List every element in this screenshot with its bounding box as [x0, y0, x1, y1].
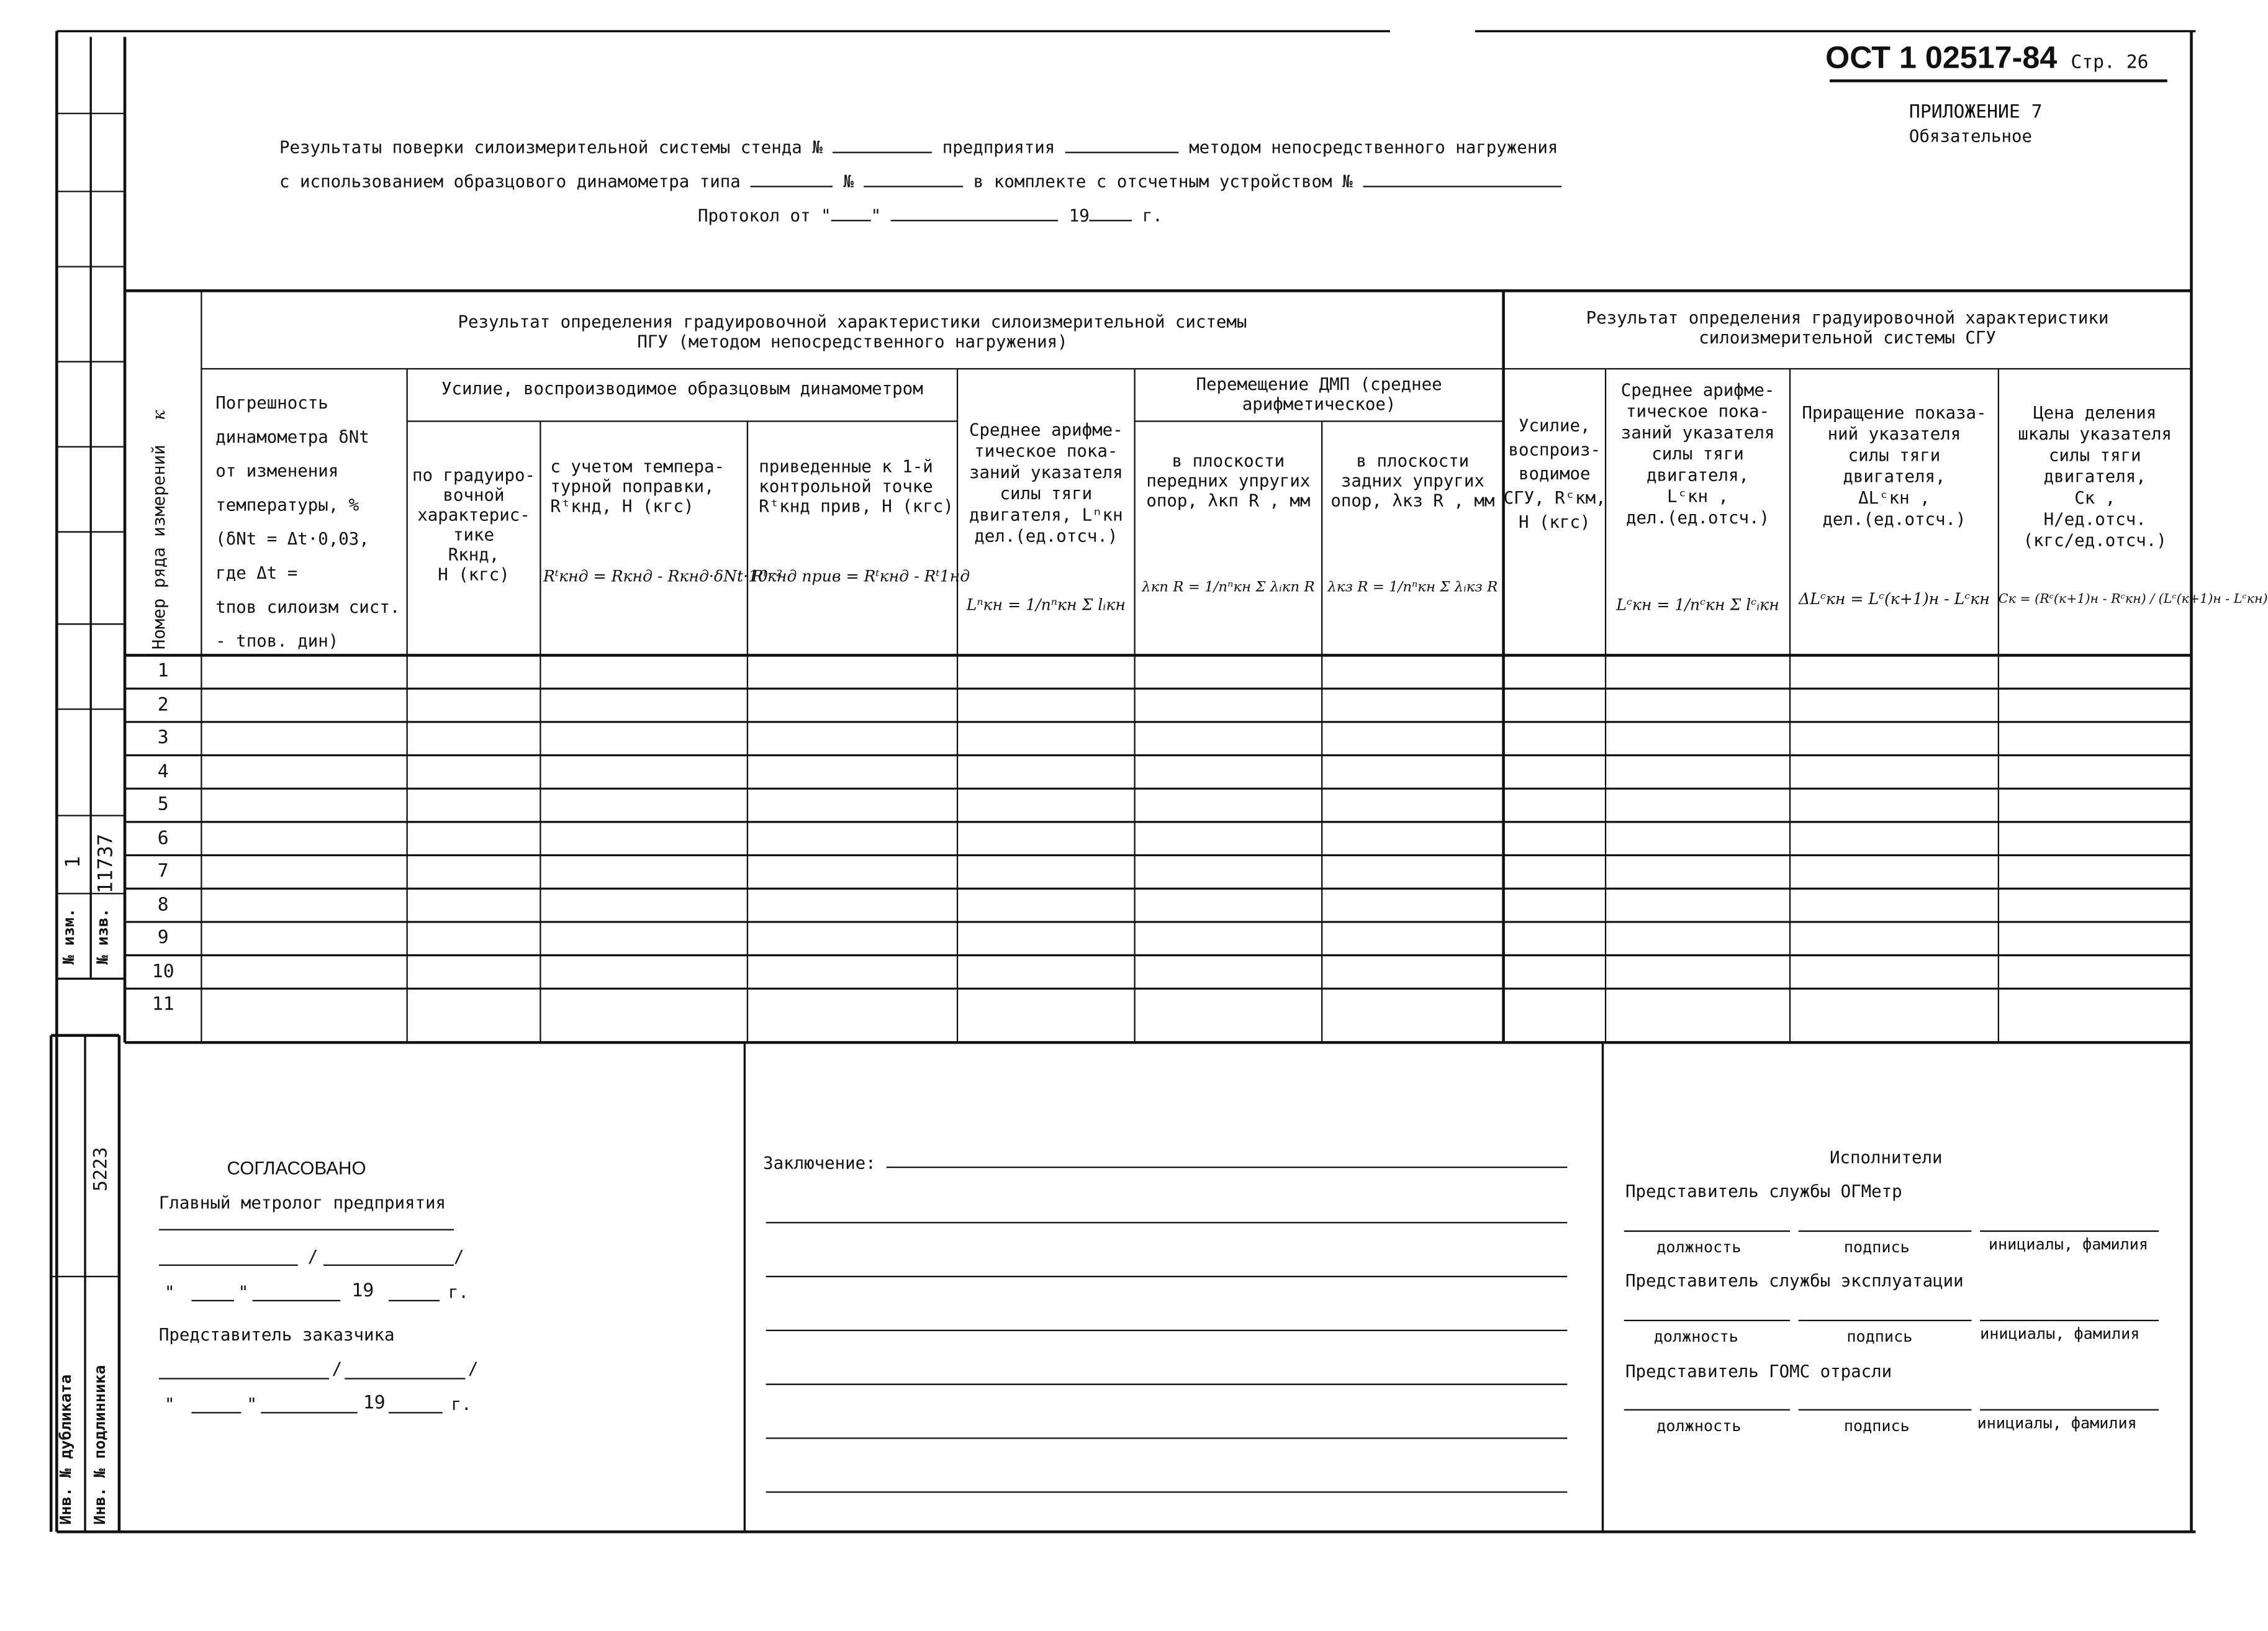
- protocol-year-suffix: г.: [1142, 206, 1163, 226]
- chief-slash: /: [307, 1247, 319, 1267]
- dmp-group-header-line-2: арифметическое): [1242, 394, 1396, 415]
- col-sgu-mean-header: [1606, 380, 1790, 529]
- col-force-temp-header-line-2: турной поправки,: [550, 476, 715, 497]
- col-mean-header: [957, 420, 1135, 548]
- row-number: 10: [151, 960, 174, 983]
- row-number: 7: [157, 861, 169, 882]
- col-increment-header-line-1: Приращение показа-: [1802, 402, 1987, 423]
- row-number: 11: [151, 994, 174, 1016]
- chief-year-suffix: г.: [448, 1282, 469, 1303]
- row-number-header: [149, 394, 169, 649]
- customer-quote-close: ": [246, 1394, 258, 1414]
- col-force-grad-header-line-2: вочной: [443, 485, 505, 505]
- col-increment-formula: ΔLᶜкн = Lᶜ(к+1)н - Lᶜкн: [1799, 590, 1990, 609]
- col-dmp-front-header-line-2: передних упругих: [1146, 471, 1311, 491]
- col-sgu-mean-formula: Lᶜкн = 1/nᶜкн Σ lᶜᵢкн: [1616, 595, 1779, 615]
- rep-ogmetr-label: Представитель службы ОГМетр: [1625, 1181, 1902, 1201]
- col-force-temp-header: [550, 457, 725, 517]
- col-error-header-line-5: (δNt = Δt·0,03,: [215, 529, 369, 549]
- col-division-header-line-5: Cк ,: [2074, 487, 2116, 508]
- intro-text-1c: методом непосредственного нагружения: [1189, 137, 1558, 158]
- original-inventory-label: Инв. № подлинника: [91, 1365, 109, 1525]
- col-force-grad-header-line-3: характерис-: [417, 505, 530, 525]
- inventory-value: 5223: [91, 1147, 112, 1191]
- col-increment-header: [1790, 403, 1999, 531]
- col-mean-header-line-1: Среднее арифме-: [969, 420, 1123, 440]
- col-sgu-mean-header-line-3: заний указателя: [1620, 422, 1775, 443]
- intro-text-2a: с использованием образцового динамометра типа: [279, 171, 741, 192]
- col-sgu-force-header-line-3: водимое: [1519, 464, 1591, 484]
- chief-year-prefix: 19: [351, 1280, 374, 1303]
- col-sgu-mean-header-line-7: дел.(ед.отсч.): [1626, 507, 1770, 528]
- sgu-title-line-1: Результат определения градуировочной характеристики: [1586, 307, 2109, 328]
- rep-goms-label: Представитель ГОМС отрасли: [1625, 1362, 1892, 1382]
- col-division-header-line-6: Н/ед.отсч.: [2043, 509, 2146, 530]
- col-sgu-mean-header-line-2: тическое пока-: [1626, 401, 1770, 422]
- col-sgu-mean-header-line-5: двигателя,: [1647, 465, 1750, 486]
- customer-rep-label: Представитель заказчика: [158, 1324, 395, 1345]
- intro-text-1b: предприятия: [942, 137, 1055, 158]
- col-force-temp-formula: Rᵗкнд = Rкнд - Rкнд·δNt·10⁻²: [543, 567, 783, 586]
- dynamometer-number-field[interactable]: [864, 170, 963, 187]
- protocol-year-prefix: 19: [1068, 206, 1090, 226]
- col-sgu-force-header-line-4: СГУ, Rᶜкм,: [1503, 487, 1606, 508]
- enterprise-field[interactable]: [1065, 136, 1179, 153]
- intro-text-2c: в комплекте с отсчетным устройством №: [973, 171, 1353, 192]
- standard-code: ОСТ 1 02517-84: [1825, 39, 2058, 76]
- col-force-grad-header-line-1: по градуиро-: [412, 465, 536, 486]
- col-error-header-line-6: где Δt =: [215, 562, 298, 583]
- col-division-header-line-3: силы тяги: [2048, 445, 2141, 466]
- col-increment-header-line-4: двигателя,: [1843, 466, 1946, 487]
- col-increment-header-line-3: силы тяги: [1848, 445, 1941, 466]
- col-sgu-force-header-line-1: Усилие,: [1519, 415, 1591, 436]
- row-number-header-text: Номер ряда измерений: [148, 445, 169, 650]
- protocol-label: Протокол от: [697, 206, 811, 226]
- notice-number-label: № изв.: [93, 908, 112, 965]
- col-increment-header-line-2: ний указателя: [1827, 424, 1961, 445]
- duplicate-inventory-label: Инв. № дубликата: [56, 1374, 76, 1525]
- col-dmp-front-header-line-1: в плоскости: [1172, 451, 1285, 471]
- sgu-title-line-2: силоизмерительной системы СГУ: [1699, 327, 1996, 348]
- row-number: 6: [157, 828, 169, 849]
- col-error-header-line-7: tпов силоизм сист.: [215, 597, 400, 617]
- revision-number-label: № изм.: [59, 908, 78, 965]
- pgu-title-line-2: ПГУ (методом непосредственного нагружения): [637, 332, 1068, 352]
- col-dmp-front-formula: λкп R = 1/nⁿкн Σ λᵢкп R: [1142, 580, 1315, 596]
- col-error-header-line-3: от изменения: [215, 461, 339, 481]
- agreed-title: СОГЛАСОВАНО: [227, 1157, 366, 1179]
- col-force-temp-header-line-3: Rᵗкнд, Н (кгс): [550, 496, 694, 517]
- row-number-symbol: к: [148, 410, 169, 420]
- dmp-group-header-line-1: Перемещение ДМП (среднее: [1196, 374, 1442, 395]
- col-error-header-line-8: - tпов. дин): [215, 631, 339, 651]
- performers-title: Исполнители: [1830, 1147, 1943, 1168]
- col-mean-header-line-3: заний указателя: [969, 462, 1123, 482]
- rep1-signature-caption: подпись: [1843, 1238, 1910, 1257]
- customer-slash: /: [332, 1358, 343, 1379]
- col-mean-header-line-4: силы тяги: [1000, 484, 1093, 504]
- dynamometer-type-field[interactable]: [751, 170, 833, 187]
- customer-year-suffix: г.: [451, 1394, 472, 1414]
- protocol-day-field[interactable]: [831, 204, 871, 221]
- customer-year-prefix: 19: [363, 1393, 386, 1414]
- appendix-status: Обязательное: [1909, 126, 2033, 147]
- intro-text-2b: №: [843, 171, 854, 192]
- col-sgu-force-header-line-5: Н (кгс): [1519, 512, 1591, 532]
- row-number: 2: [157, 694, 169, 716]
- col-increment-header-line-6: дел.(ед.отсч.): [1822, 509, 1966, 530]
- rep2-signature-caption: подпись: [1846, 1327, 1913, 1346]
- row-number: 8: [157, 894, 169, 916]
- col-sgu-mean-header-line-4: силы тяги: [1651, 444, 1744, 464]
- customer-quote-open: ": [165, 1394, 175, 1414]
- col-dmp-rear-header-line-1: в плоскости: [1356, 451, 1470, 471]
- col-error-header: [215, 386, 400, 658]
- col-sgu-mean-header-line-1: Среднее арифме-: [1620, 380, 1775, 400]
- conclusion-label: Заключение:: [763, 1153, 876, 1173]
- rep2-position-caption: должность: [1653, 1327, 1738, 1346]
- col-error-header-line-2: динамометра δNt: [215, 427, 369, 447]
- rep2-name-caption: инициалы, фамилия: [1980, 1324, 2140, 1344]
- rep-operation-label: Представитель службы эксплуатации: [1625, 1270, 1964, 1291]
- intro-line-2: [279, 170, 1561, 191]
- col-sgu-force-header-line-2: воспроиз-: [1508, 440, 1601, 460]
- col-mean-formula: Lⁿкн = 1/nⁿкн Σ lᵢкн: [966, 595, 1126, 615]
- col-force-red-header: [759, 457, 954, 517]
- col-division-formula: Cк = (Rᶜ(к+1)н - Rᶜкн) / (Lᶜ(к+1)н - Lᶜкн): [1998, 592, 2268, 607]
- rep3-signature-caption: подпись: [1843, 1417, 1910, 1435]
- chief-quote-close: ": [238, 1282, 249, 1303]
- col-sgu-force-header: [1504, 414, 1606, 535]
- col-error-header-line-1: Погрешность: [215, 392, 328, 413]
- col-dmp-rear-header-line-2: задних упругих: [1340, 471, 1484, 491]
- col-mean-header-line-5: двигателя, Lⁿкн: [969, 505, 1123, 525]
- col-dmp-front-header: [1135, 451, 1322, 510]
- col-dmp-front-header-line-3: опор, λкп R , мм: [1146, 490, 1311, 511]
- row-number: 1: [157, 661, 169, 682]
- col-force-grad-header-line-4: тике: [453, 525, 495, 545]
- col-dmp-rear-formula: λкз R = 1/nⁿкн Σ λᵢкз R: [1327, 580, 1498, 596]
- col-division-header-line-4: двигателя,: [2043, 466, 2146, 487]
- col-dmp-rear-header: [1322, 451, 1503, 510]
- notice-number: 11737: [95, 833, 118, 894]
- col-increment-header-line-5: ΔLᶜкн ,: [1858, 487, 1930, 508]
- row-number: 4: [157, 761, 169, 782]
- force-group-header: Усилие, воспроизводимое образцовым динамометром: [441, 378, 923, 399]
- row-number: 5: [157, 794, 169, 816]
- col-force-grad-header: [407, 465, 541, 584]
- col-dmp-rear-header-line-3: опор, λкз R , мм: [1331, 490, 1495, 511]
- sgu-title: [1504, 308, 2192, 348]
- protocol-year-field[interactable]: [1090, 204, 1132, 221]
- col-force-red-header-line-1: приведенные к 1-й: [759, 456, 933, 477]
- pgu-title-line-1: Результат определения градуировочной характеристики силоизмерительной системы: [458, 312, 1247, 332]
- col-division-header: [1999, 403, 2192, 552]
- rep1-position-caption: должность: [1656, 1238, 1742, 1257]
- customer-slash-end: /: [468, 1358, 479, 1379]
- rep3-position-caption: должность: [1656, 1417, 1742, 1435]
- col-sgu-mean-header-line-6: Lᶜкн ,: [1667, 486, 1729, 507]
- col-force-temp-header-line-1: с учетом темпера-: [550, 456, 725, 477]
- col-division-header-line-1: Цена деления: [2033, 402, 2157, 423]
- protocol-quote-open: ": [821, 206, 831, 226]
- col-force-red-header-line-2: контрольной точке: [759, 476, 933, 497]
- chief-metrologist-label: Главный метролог предприятия: [158, 1193, 446, 1213]
- rep1-name-caption: инициалы, фамилия: [1988, 1235, 2149, 1254]
- chief-quote-open: ": [165, 1282, 175, 1303]
- col-mean-header-line-2: тическое пока-: [974, 441, 1118, 461]
- stand-number-field[interactable]: [833, 136, 932, 153]
- revision-number: 1: [62, 856, 86, 869]
- row-number: 9: [157, 928, 169, 949]
- col-division-header-line-7: (кгс/ед.отсч.): [2023, 530, 2167, 551]
- protocol-month-field[interactable]: [892, 204, 1059, 221]
- row-number: 3: [157, 727, 169, 749]
- intro-line-3: [698, 204, 1163, 225]
- page-number: Стр. 26: [2071, 52, 2149, 74]
- col-force-red-formula: Rᵗкнд прив = Rᵗкнд - Rᵗ1нд: [751, 567, 970, 586]
- col-force-grad-header-line-6: Н (кгс): [438, 564, 510, 585]
- protocol-quote-close: ": [870, 206, 882, 226]
- chief-slash-end: /: [454, 1247, 464, 1267]
- col-force-grad-header-line-5: Rкнд,: [448, 544, 500, 565]
- pgu-title: [201, 312, 1503, 352]
- appendix-title: ПРИЛОЖЕНИЕ 7: [1909, 102, 2043, 124]
- col-force-red-header-line-3: Rᵗкнд прив, Н (кгс): [759, 496, 954, 517]
- reading-device-field[interactable]: [1363, 170, 1561, 187]
- col-division-header-line-2: шкалы указателя: [2018, 424, 2172, 445]
- intro-text-1a: Результаты поверки силоизмерительной системы стенда №: [279, 137, 823, 158]
- col-mean-header-line-6: дел.(ед.отсч.): [974, 526, 1118, 546]
- intro-line-1: [279, 136, 1558, 157]
- rep3-name-caption: инициалы, фамилия: [1977, 1414, 2137, 1433]
- dmp-group-header: [1135, 374, 1504, 414]
- col-error-header-line-4: температуры, %: [215, 495, 359, 515]
